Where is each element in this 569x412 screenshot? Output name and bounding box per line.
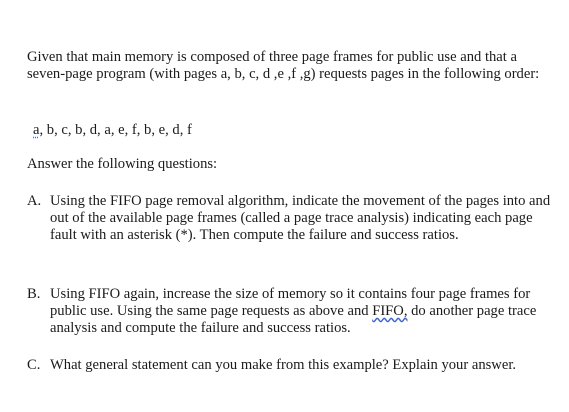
sequence-first-page: a bbox=[33, 122, 40, 138]
question-b-text bbox=[50, 286, 552, 337]
question-c-text: What general statement can you make from this example? Explain your answer. bbox=[50, 357, 517, 373]
question-a-letter: A. bbox=[27, 193, 42, 209]
question-c-letter: C. bbox=[27, 357, 41, 373]
question-a bbox=[27, 193, 552, 244]
question-c bbox=[27, 357, 552, 374]
sequence-remaining-pages: , b, c, b, d, a, e, f, b, e, d, f bbox=[39, 122, 192, 138]
intro-paragraph: Given that main memory is composed of three page frames for public use and that a seven-page program (with pages a, b, c, d ,e ,f ,g) requests pages in the following order: bbox=[27, 49, 540, 82]
answer-prompt: Answer the following questions: bbox=[27, 156, 218, 172]
question-b-highlight: FIFO, bbox=[372, 303, 408, 319]
question-b-letter: B. bbox=[27, 286, 41, 302]
question-b-text-after: do another page trace analysis and compute the failure and success ratios. bbox=[50, 303, 537, 336]
page-request-sequence bbox=[33, 122, 192, 139]
question-b bbox=[27, 286, 552, 337]
question-a-text: Using the FIFO page removal algorithm, indicate the movement of the pages into and out of the available page frames (called a page trace analysis) indicating each page fault with an asterisk (*). Then compute the failure and success ratios. bbox=[50, 193, 551, 243]
question-b-text-before: Using FIFO again, increase the size of memory so it contains four page frames for public use. Using the same page requests as above and bbox=[50, 286, 531, 319]
